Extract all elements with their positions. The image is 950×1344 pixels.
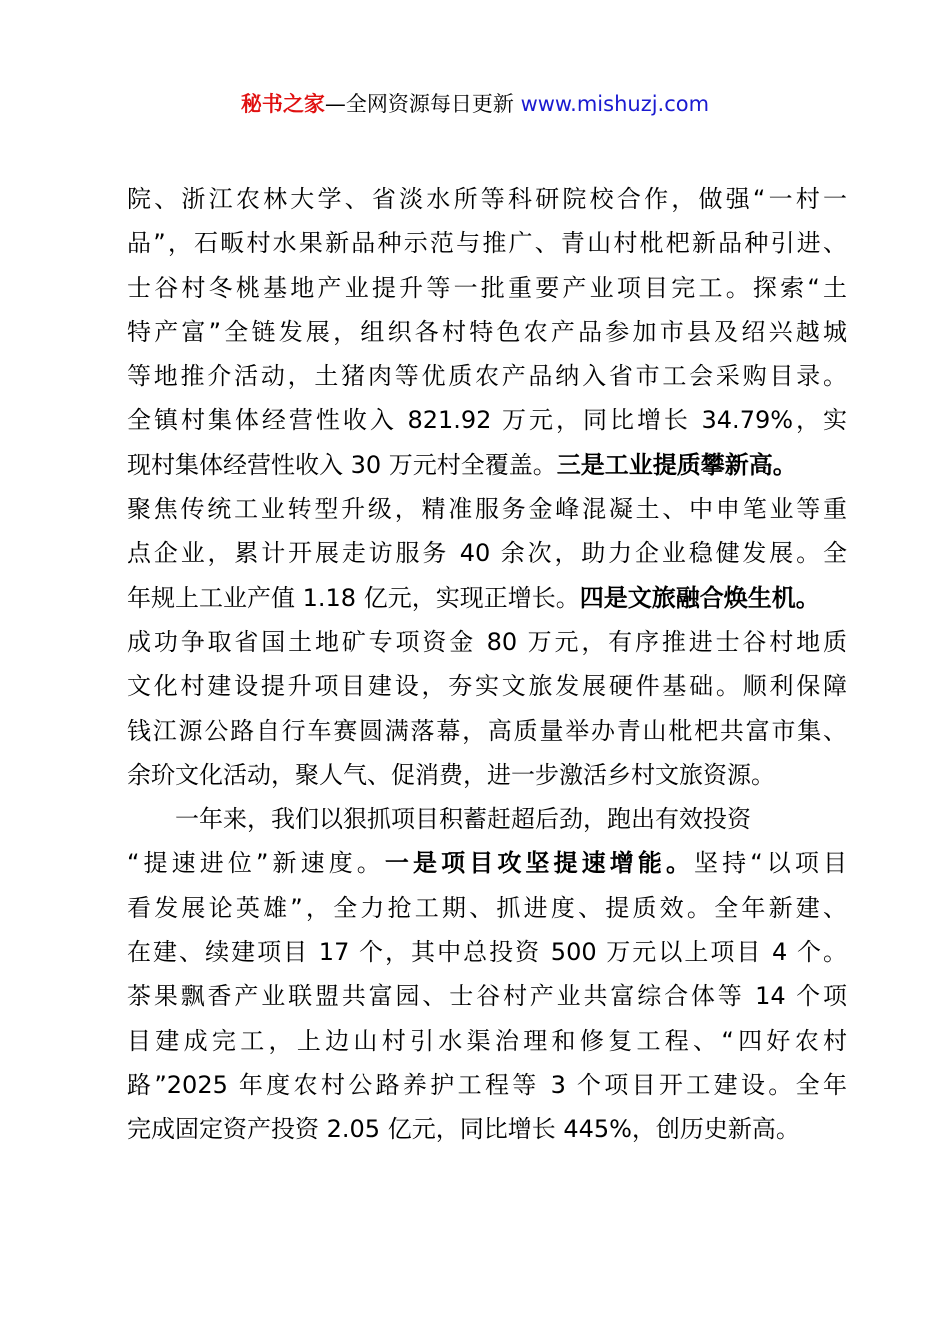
header-slogan: —全网资源每日更新: [324, 92, 514, 116]
page-header: [0, 88, 950, 120]
paragraph-text: 特产富”全链发展，组织各村特色农产品参加市县及绍兴越城: [127, 317, 847, 346]
paragraph-text: 士谷村冬桃基地产业提升等一批重要产业项目完工。探索“土: [127, 273, 847, 302]
text-line: [127, 354, 847, 398]
text-line: [127, 753, 847, 797]
paragraph-text: 在建、续建项目 17 个，其中总投资 500 万元以上项目 4 个。: [127, 938, 847, 967]
paragraph-text: 品”，石畈村水果新品种示范与推广、青山村枇杷新品种引进、: [127, 229, 847, 258]
paragraph-text: 坚持“以项目: [694, 849, 847, 878]
paragraph-text: 完成固定资产投资 2.05 亿元，同比增长 445%，创历史新高。: [127, 1115, 800, 1144]
header-url-link[interactable]: www.mishuzj.com: [520, 92, 710, 116]
paragraph-text: 等地推介活动，土猪肉等优质农产品纳入省市工会采购目录。: [127, 362, 847, 391]
header-brand: 秘书之家: [240, 92, 325, 116]
text-line: [127, 310, 847, 354]
paragraph-text: 钱江源公路自行车赛圆满落幕，高质量举办青山枇杷共富市集、: [127, 716, 847, 745]
body-text: [127, 177, 847, 1152]
text-line: [127, 1019, 847, 1063]
text-line: [127, 177, 847, 221]
text-line: [127, 1107, 847, 1151]
text-line: [127, 443, 847, 487]
text-line: [127, 221, 847, 265]
paragraph-text: 余玠文化活动，聚人气、促消费，进一步激活乡村文旅资源。: [127, 760, 775, 789]
text-line: [127, 531, 847, 575]
bold-heading-text: 三是工业提质攀新高。: [556, 450, 797, 479]
paragraph-text: 点企业，累计开展走访服务 40 余次，助力企业稳健发展。全: [127, 539, 847, 568]
text-line: [127, 664, 847, 708]
text-line: [127, 974, 847, 1018]
text-line: [127, 886, 847, 930]
text-line: [127, 797, 847, 841]
paragraph-text: 全镇村集体经营性收入 821.92 万元，同比增长 34.79%，实: [127, 406, 847, 435]
bold-heading-text: 一是项目攻坚提速增能。: [384, 849, 695, 878]
text-line: [127, 576, 847, 620]
paragraph-text: 年规上工业产值 1.18 亿元，实现正增长。: [127, 583, 580, 612]
text-line: [127, 620, 847, 664]
paragraph-text: 院、浙江农林大学、省淡水所等科研院校合作，做强“一村一: [127, 185, 847, 213]
paragraph-text: 目建成完工，上边山村引水渠治理和修复工程、“四好农村: [127, 1026, 847, 1055]
paragraph-text: 一年来，我们以狠抓项目积蓄赶超后劲，跑出有效投资: [175, 805, 751, 834]
paragraph-text: 茶果飘香产业联盟共富园、士谷村产业共富综合体等 14 个项: [127, 982, 847, 1011]
paragraph-text: 看发展论英雄”，全力抢工期、抓进度、提质效。全年新建、: [127, 893, 847, 922]
text-line: [127, 266, 847, 310]
paragraph-text: “提速进位”新速度。: [127, 849, 385, 878]
text-line: [127, 398, 847, 442]
bold-heading-text: 四是文旅融合焕生机。: [579, 583, 820, 612]
text-line: [127, 1063, 847, 1107]
text-line: [127, 841, 847, 885]
paragraph-text: 文化村建设提升项目建设，夯实文旅发展硬件基础。顺利保障: [127, 672, 847, 701]
text-line: [127, 709, 847, 753]
text-line: [127, 487, 847, 531]
paragraph-text: 现村集体经营性收入 30 万元村全覆盖。: [127, 450, 557, 479]
paragraph-text: 路”2025 年度农村公路养护工程等 3 个项目开工建设。全年: [127, 1070, 847, 1099]
text-line: [127, 930, 847, 974]
paragraph-text: 成功争取省国土地矿专项资金 80 万元，有序推进士谷村地质: [127, 627, 847, 656]
paragraph-text: 聚焦传统工业转型升级，精准服务金峰混凝土、中申笔业等重: [127, 495, 847, 524]
